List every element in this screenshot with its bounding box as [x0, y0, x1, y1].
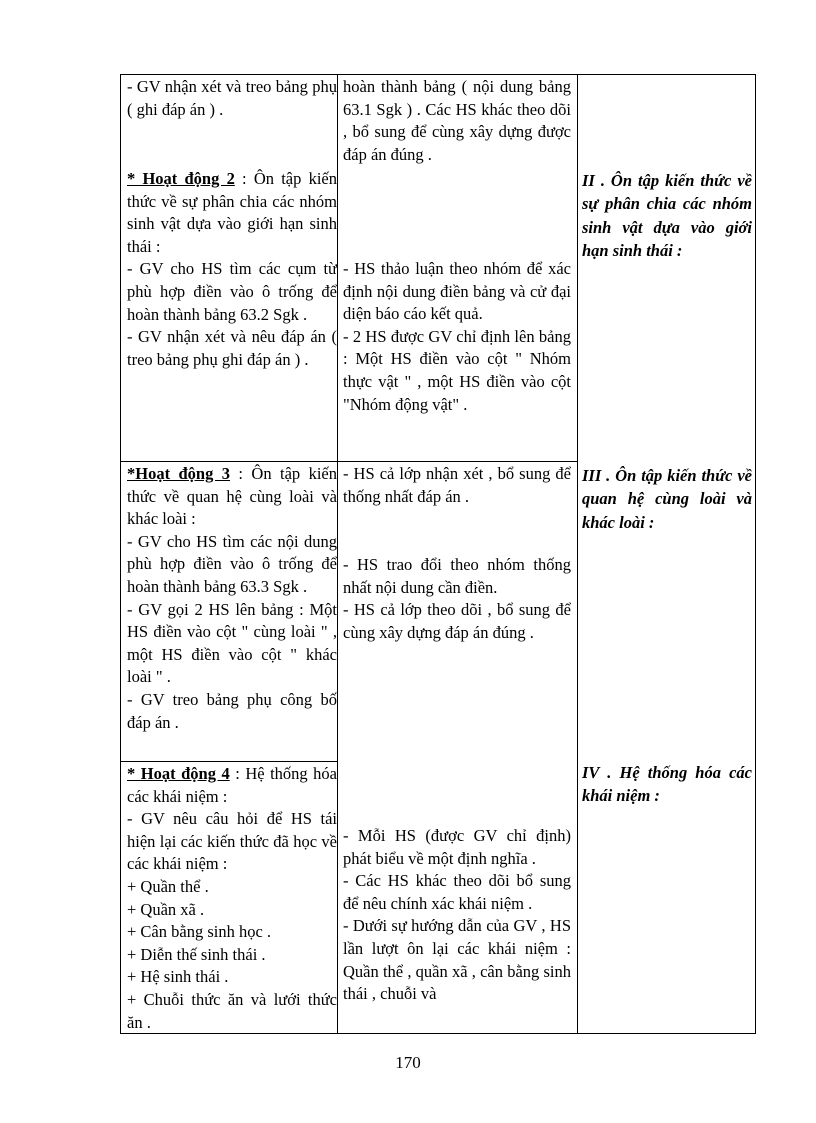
col1-seg3 — [127, 463, 337, 734]
paragraph: hoàn thành bảng ( nội dung bảng 63.1 Sgk ) . Các HS khác theo dõi , bổ sung để cùng xây dựng được đáp án đúng . — [343, 77, 571, 164]
lesson-table — [120, 74, 756, 1034]
paragraph: - GV cho HS tìm các cụm từ phù hợp điền vào ô trống để hoàn thành bảng 63.2 Sgk . — [127, 259, 337, 324]
paragraph: - HS cả lớp nhận xét , bổ sung để thống nhất đáp án . — [343, 464, 571, 506]
heading-text: : Ôn tập kiến thức về sự phân chia các nhóm sinh vật dựa vào giới hạn sinh thái : — [127, 169, 337, 256]
list-item: + Chuỗi thức ăn và lưới thức ăn . — [127, 989, 337, 1032]
paragraph: - GV cho HS tìm các nội dung phù hợp điền vào ô trống để hoàn thành bảng 63.3 Sgk . — [127, 531, 337, 596]
col1-seg2 — [127, 168, 337, 371]
paragraph: - GV treo bảng phụ công bố đáp án . — [127, 689, 337, 732]
paragraph: - HS thảo luận theo nhóm để xác định nội dung điền bảng và cử đại diện báo cáo kết quả. — [343, 259, 571, 324]
page-number: 170 — [395, 1053, 421, 1072]
paragraph: - 2 HS được GV chỉ định lên bảng : Một HS điền vào cột " Nhóm thực vật " , một HS điền vào cột "Nhóm động vật" . — [343, 326, 571, 414]
col2-seg3a — [343, 463, 571, 508]
column-student-activities — [343, 75, 571, 1033]
paragraph: - Các HS khác theo dõi bổ sung để nêu chính xác khái niệm . — [343, 871, 571, 913]
section-2-title: II . Ôn tập kiến thức về sự phân chia các nhóm sinh vật dựa vào giới hạn sinh thái : — [582, 171, 752, 261]
list-item: + Cân bằng sinh học . — [127, 922, 272, 942]
col1-seg4 — [127, 763, 337, 1034]
paragraph: - HS trao đổi theo nhóm thống nhất nội dung cần điền. — [343, 555, 571, 597]
col2-seg4 — [343, 825, 571, 1006]
paragraph: - HS cả lớp theo dõi , bổ sung để cùng xây dựng đáp án đúng . — [343, 600, 571, 642]
paragraph: - GV nhận xét và nêu đáp án ( treo bảng phụ ghi đáp án ) . — [127, 327, 337, 369]
paragraph: - Dưới sự hướng dẫn của GV , HS lần lượt ôn lại các khái niệm : Quần thể , quần xã , cân bằng sinh thái , chuỗi và — [343, 916, 571, 1004]
heading-label: *Hoạt động 3 — [127, 464, 231, 483]
col2-seg1 — [343, 76, 571, 166]
paragraph: - GV nêu câu hỏi để HS tái hiện lại các kiến thức đã học về các khái niệm : — [127, 809, 337, 874]
col2-seg3b — [343, 554, 571, 644]
heading-text: : Ôn tập kiến thức về quan hệ cùng loài và khác loài : — [127, 464, 337, 529]
heading-text: : Hệ thống hóa các khái niệm : — [127, 764, 337, 806]
column-divider-1 — [337, 75, 338, 1033]
heading-label: * Hoạt động 2 — [127, 169, 235, 188]
activity-4-heading — [127, 763, 337, 808]
list-item: + Quần thể . — [127, 876, 209, 896]
column-teacher-activities — [127, 75, 337, 1033]
section-3-title: III . Ôn tập kiến thức về quan hệ cùng loài và khác loài : — [582, 466, 752, 532]
column-section-titles — [582, 75, 752, 1033]
col1-seg1 — [127, 76, 337, 121]
activity-2-heading — [127, 168, 337, 258]
list-item: + Hệ sinh thái . — [127, 967, 229, 987]
heading-label: * Hoạt động 4 — [127, 764, 230, 783]
paragraph: - Mỗi HS (được GV chỉ định) phát biểu về một định nghĩa . — [343, 826, 571, 868]
column-divider-2 — [577, 75, 578, 1033]
list-item: + Quần xã . — [127, 899, 205, 919]
activity-3-heading — [127, 463, 337, 531]
col2-seg2 — [343, 258, 571, 416]
paragraph: - GV nhận xét và treo bảng phụ ( ghi đáp án ) . — [127, 77, 337, 119]
section-4-title: IV . Hệ thống hóa các khái niệm : — [582, 763, 752, 806]
paragraph: - GV gọi 2 HS lên bảng : Một HS điền vào cột " cùng loài " , một HS điền vào cột " khác loài " . — [127, 599, 337, 687]
list-item: + Diễn thế sinh thái . — [127, 944, 266, 964]
